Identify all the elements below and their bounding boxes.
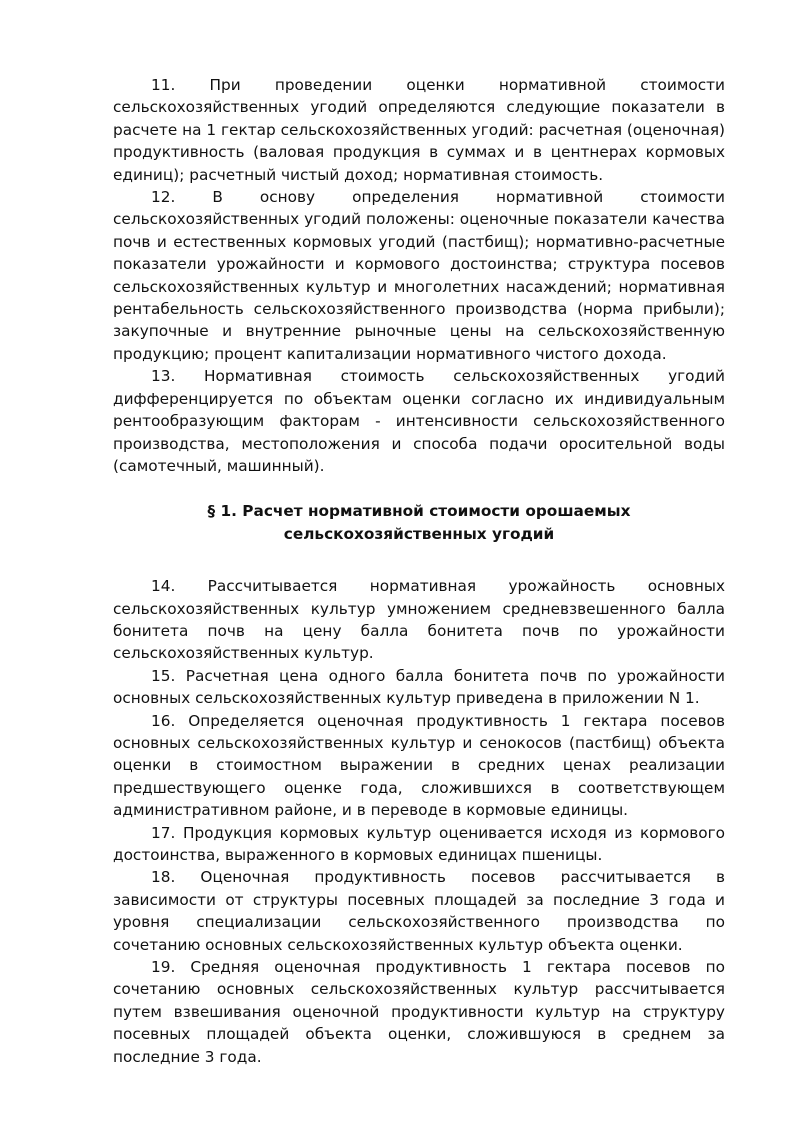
paragraph-16: 16. Определяется оценочная продуктивность 1 гектара посевов основных сельскохозяйственных культур и сенокосов (пастбищ) объекта оценки в стоимостном выражении в средних ценах реализации предшествующего оценке года, сложившихся в соответствующем административном районе, и в переводе в кормовые единицы. [113, 711, 725, 820]
paragraph-18: 18. Оценочная продуктивность посевов рассчитывается в зависимости от структуры посевных площадей за последние 3 года и уровня специализации сельскохозяйственного производства по сочетанию основных сельскохозяйственных культур объекта оценки. [113, 868, 725, 954]
paragraph-14: 14. Рассчитывается нормативная урожайность основных сельскохозяйственных культур умножением средневзвешенного балла бонитета почв на цену балла бонитета почв по урожайности сельскохозяйственных культур. [113, 577, 725, 663]
paragraph-17: 17. Продукция кормовых культур оценивается исходя из кормового достоинства, выраженного в кормовых единицах пшеницы. [113, 823, 725, 864]
paragraph-13: 13. Нормативная стоимость сельскохозяйственных угодий дифференцируется по объектам оценки согласно их индивидуальным рентообразующим факторам - интенсивности сельскохозяйственного производства, местоположения и способа подачи оросительной воды (самотечный, машинный). [113, 367, 725, 475]
paragraph-12: 12. В основу определения нормативной стоимости сельскохозяйственных угодий положены: оценочные показатели качества почв и естественных кормовых угодий (пастбищ); нормативно-расчетные показатели урожайности и кормового достоинства; структура посевов сельскохозяйственных культур и многолетних насаждений; нормативная рентабельность сельскохозяйственного производства (норма прибыли); закупочные и внутренние рыночные цены на сельскохозяйственную продукцию; процент капитализации нормативного чистого дохода. [113, 188, 725, 363]
paragraph-11: 11. При проведении оценки нормативной стоимости сельскохозяйственных угодий определяются следующие показатели в расчете на 1 гектар сельскохозяйственных угодий: расчетная (оценочная) продуктивность (валовая продукция в суммах и в центнерах кормовых единиц); расчетный чистый доход; нормативная стоимость. [113, 76, 725, 184]
document-page [113, 74, 725, 1068]
section-heading [113, 500, 725, 545]
paragraph-15: 15. Расчетная цена одного балла бонитета почв по урожайности основных сельскохозяйственных культур приведена в приложении N 1. [113, 666, 725, 708]
paragraph-19: 19. Средняя оценочная продуктивность 1 гектара посевов по сочетанию основных сельскохозяйственных культур рассчитывается путем взвешивания оценочной продуктивности культур на структуру посевных площадей объекта оценки, сложившуюся в среднем за последние 3 года. [113, 958, 725, 1066]
section-heading-line1: § 1. Расчет нормативной стоимости орошаемых [207, 502, 631, 521]
section-heading-line2: сельскохозяйственных угодий [283, 524, 555, 543]
